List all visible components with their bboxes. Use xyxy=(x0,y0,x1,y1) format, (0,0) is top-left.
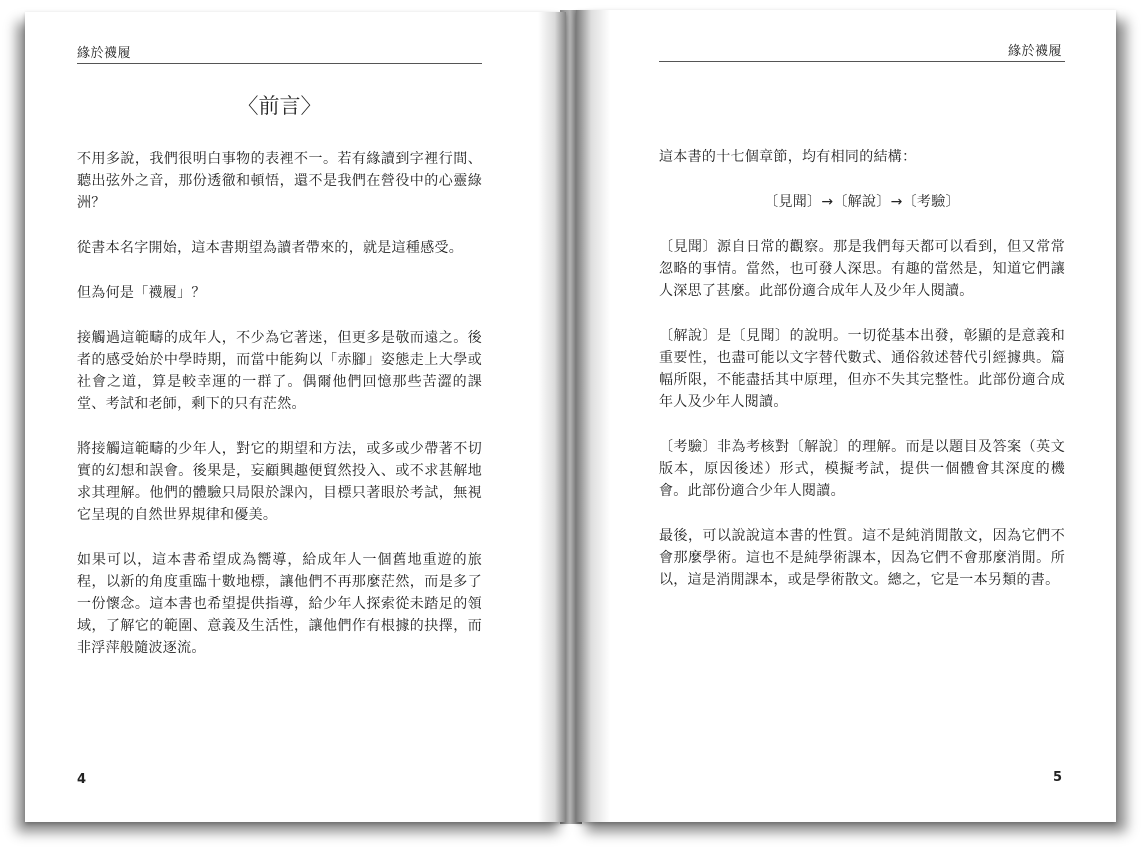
right-running-head: 緣於襪履 xyxy=(1007,44,1062,59)
left-header-rule xyxy=(77,63,482,64)
left-page-gutter-shadow xyxy=(538,12,566,822)
left-page-number: 4 xyxy=(77,772,87,787)
right-page-gutter-shadow xyxy=(576,10,610,822)
left-paragraph-3: 但為何是「襪履」？ xyxy=(77,285,206,301)
left-running-head: 緣於襪履 xyxy=(77,46,132,61)
left-paragraph-2: 從書本名字開始，這本書期望為讀者帶來的，就是這種感受。 xyxy=(77,240,464,256)
right-header-rule xyxy=(659,61,1065,62)
left-paragraph-4: 接觸過這範疇的成年人，不少為它著迷，但更多是敬而遠之。後者的感受始於中學時期，而當中能夠以「赤腳」姿態走上大學或社會之道，算是較幸運的一群了。偶爾他們回憶那些苦澀的課堂、考試和老師，剩下的只有茫然。 xyxy=(77,330,482,412)
right-paragraph-1: 這本書的十七個章節，均有相同的結構： xyxy=(659,149,917,165)
right-paragraph-3: 〔解說〕是〔見聞〕的說明。一切從基本出發，彰顯的是意義和重要性，也盡可能以文字替代數式、通俗敘述替代引經據典。篇幅所限，不能盡括其中原理，但亦不失其完整性。此部份適合成年人及少年人閱讀。 xyxy=(659,328,1065,410)
right-page-number: 5 xyxy=(1052,770,1062,785)
chapter-title: 〈前言〉 xyxy=(237,94,322,118)
left-paragraph-5: 將接觸這範疇的少年人，對它的期望和方法，或多或少帶著不切實的幻想和誤會。後果是，妄顧興趣便貿然投入、或不求甚解地求其理解。他們的體驗只局限於課內，目標只著眼於考試，無視它呈現的自然世界規律和優美。 xyxy=(77,441,482,523)
right-page xyxy=(576,10,1116,822)
left-page xyxy=(25,12,566,822)
right-body-text xyxy=(659,146,1065,614)
right-paragraph-4: 〔考驗〕非為考核對〔解說〕的理解。而是以題目及答案（英文版本，原因後述）形式，模擬考試，提供一個體會其深度的機會。此部份適合少年人閱讀。 xyxy=(659,439,1065,499)
right-paragraph-2: 〔見聞〕源自日常的觀察。那是我們每天都可以看到，但又常常忽略的事情。當然，也可發人深思。有趣的當然是，知道它們讓人深思了甚麼。此部份適合成年人及少年人閱讀。 xyxy=(659,239,1065,299)
right-paragraph-5: 最後，可以說說這本書的性質。這不是純消閒散文，因為它們不會那麼學術。這也不是純學術課本，因為它們不會那麼消閒。所以，這是消閒課本，或是學術散文。總之，它是一本另類的書。 xyxy=(659,528,1065,588)
left-paragraph-6: 如果可以，這本書希望成為嚮導，給成年人一個舊地重遊的旅程，以新的角度重臨十數地標，讓他們不再那麼茫然，而是多了一份懷念。這本書也希望提供指導，給少年人探索從未踏足的領域，了解它的範圍、意義及生活性，讓他們作有根據的抉擇，而非浮萍般隨波逐流。 xyxy=(77,552,482,656)
structure-flow-line: 〔見聞〕→〔解說〕→〔考驗〕 xyxy=(764,194,960,210)
left-body-text xyxy=(77,148,482,682)
left-paragraph-1: 不用多說，我們很明白事物的表裡不一。若有緣讀到字裡行間、聽出弦外之音，那份透徹和頓悟，還不是我們在營役中的心靈綠洲？ xyxy=(77,151,482,211)
